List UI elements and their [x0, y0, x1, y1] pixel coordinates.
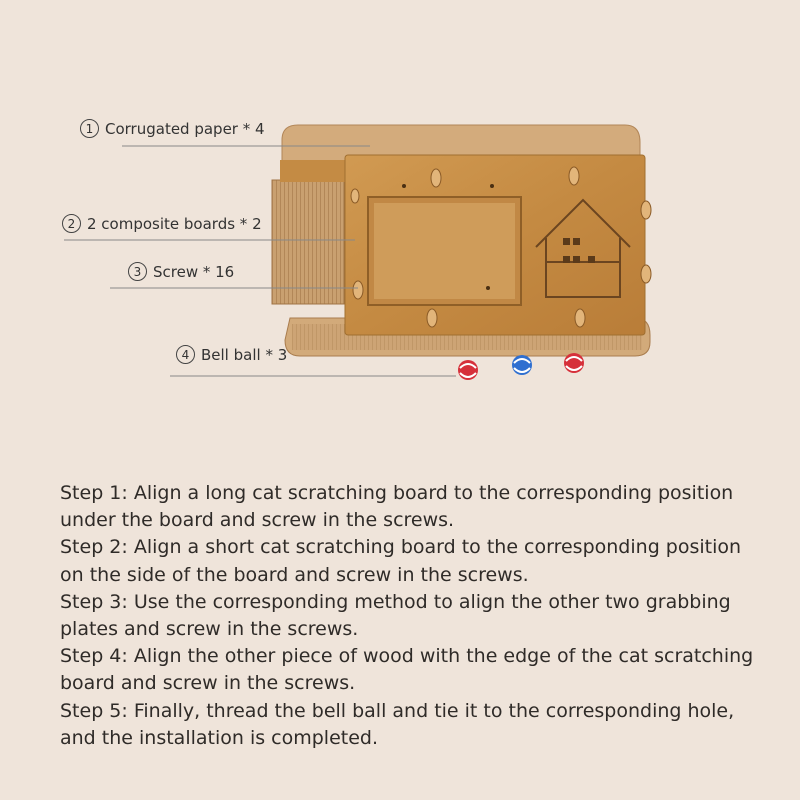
part-text-2: 2 composite boards * 2: [87, 214, 262, 233]
part-text-3: Screw * 16: [153, 262, 235, 281]
step-3: Step 3: Use the corresponding method to align the other two grabbing plates and screw in the screws.: [60, 590, 731, 641]
part-number-3: 3: [128, 262, 147, 281]
part-label-1: [80, 119, 265, 138]
bell-balls: [458, 353, 584, 380]
part-text-1: Corrugated paper * 4: [105, 119, 265, 138]
part-label-4: [176, 345, 287, 364]
step-2: Step 2: Align a short cat scratching board to the corresponding position on the side of the board and screw in the screws.: [60, 536, 742, 586]
part-text-4: Bell ball * 3: [201, 345, 288, 364]
side-corrugated-board: [272, 180, 344, 304]
step-4: Step 4: Align the other piece of wood with the edge of the cat scratching board and screw in the screws.: [60, 645, 754, 695]
installation-steps: [60, 480, 760, 752]
step-1: Step 1: Align a long cat scratching board to the corresponding position under the board and screw in the screws.: [60, 482, 734, 532]
part-label-2: [62, 214, 262, 233]
step-5: Step 5: Finally, thread the bell ball and tie it to the corresponding hole, and the installation is completed.: [60, 699, 735, 749]
part-number-2: 2: [62, 214, 81, 233]
part-number-1: 1: [80, 119, 99, 138]
part-number-4: 4: [176, 345, 195, 364]
part-label-3: [128, 262, 234, 281]
